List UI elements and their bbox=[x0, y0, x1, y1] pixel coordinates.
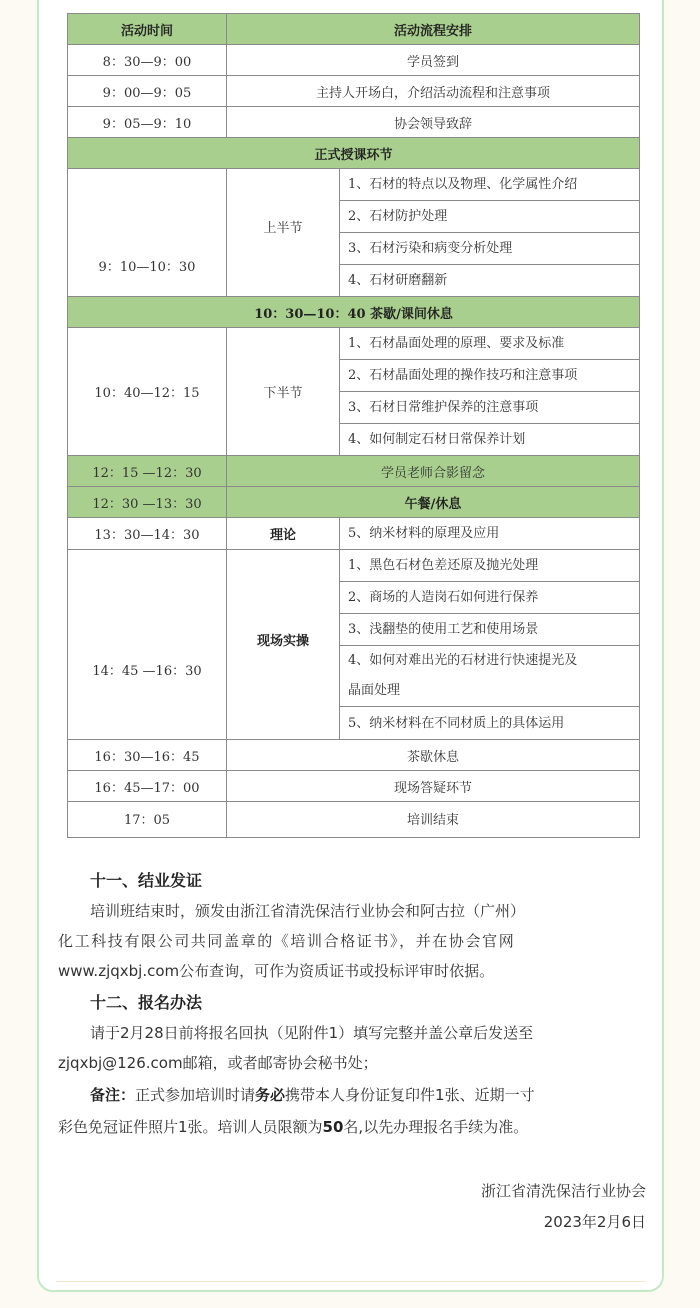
row-time: 8：30—9：00 bbox=[68, 45, 227, 76]
block3-time: 14：45 —16：30 bbox=[68, 550, 227, 740]
row-content: 学员签到 bbox=[227, 45, 640, 76]
theory-session: 理论 bbox=[227, 518, 340, 550]
row-content: 现场答疑环节 bbox=[227, 771, 640, 802]
section12-line: zjqxbj@126.com邮箱，或者邮寄协会秘书处； bbox=[58, 1054, 378, 1072]
note-number: 50 bbox=[322, 1118, 344, 1136]
section11-heading: 十一、结业发证 bbox=[90, 871, 203, 890]
block1-item: 4、石材研磨翻新 bbox=[340, 265, 640, 297]
lunch-time: 12：30 —13：30 bbox=[68, 487, 227, 518]
schedule-table bbox=[67, 13, 640, 838]
divider bbox=[56, 1281, 646, 1282]
block1-item: 3、石材污染和病变分析处理 bbox=[340, 233, 640, 265]
section11-line: 化工科技有限公司共同盖章的《培训合格证书》，并在协会官网 bbox=[58, 932, 516, 950]
signature-org: 浙江省清洗保洁行业协会 bbox=[480, 1182, 646, 1200]
note-emphasis: 务必 bbox=[255, 1086, 286, 1104]
block3-item: 5、纳米材料在不同材质上的具体运用 bbox=[340, 707, 640, 740]
note-line2 bbox=[58, 1116, 618, 1137]
section-formal: 正式授课环节 bbox=[68, 138, 640, 169]
table-row bbox=[68, 518, 640, 550]
table-row bbox=[68, 550, 640, 582]
block3-item-line1: 4、如何对难出光的石材进行快速提光及 bbox=[348, 653, 578, 668]
table-row bbox=[68, 76, 640, 107]
signature-date: 2023年2月6日 bbox=[543, 1213, 646, 1231]
row-content: 培训结束 bbox=[227, 802, 640, 838]
block2-time: 10：40—12：15 bbox=[68, 328, 227, 456]
header-time: 活动时间 bbox=[68, 14, 227, 45]
block2-item: 3、石材日常维护保养的注意事项 bbox=[340, 392, 640, 424]
block1-time: 9：10—10：30 bbox=[68, 169, 227, 297]
theory-item: 5、纳米材料的原理及应用 bbox=[340, 518, 640, 550]
table-row bbox=[68, 328, 640, 360]
block2-session: 下半节 bbox=[227, 328, 340, 456]
block1-session: 上半节 bbox=[227, 169, 340, 297]
table-row bbox=[68, 456, 640, 487]
note-label: 备注： bbox=[90, 1086, 136, 1104]
photo-content: 学员老师合影留念 bbox=[227, 456, 640, 487]
block3-item: 3、浅翻垫的使用工艺和使用场景 bbox=[340, 614, 640, 646]
table-row bbox=[68, 802, 640, 838]
table-row bbox=[68, 487, 640, 518]
table-row bbox=[68, 169, 640, 201]
lunch-content: 午餐/休息 bbox=[227, 487, 640, 518]
block1-item: 1、石材的特点以及物理、化学属性介绍 bbox=[340, 169, 640, 201]
note-text: 携带本人身份证复印件1张、近期一寸 bbox=[285, 1086, 535, 1104]
block3-item bbox=[340, 646, 640, 707]
row-content: 主持人开场白，介绍活动流程和注意事项 bbox=[227, 76, 640, 107]
block2-item: 4、如何制定石材日常保养计划 bbox=[340, 424, 640, 456]
header-content: 活动流程安排 bbox=[227, 14, 640, 45]
row-time: 16：30—16：45 bbox=[68, 740, 227, 771]
block3-item: 2、商场的人造岗石如何进行保养 bbox=[340, 582, 640, 614]
row-time: 17：05 bbox=[68, 802, 227, 838]
section-row bbox=[68, 297, 640, 328]
note-text: 名,以先办理报名手续为准。 bbox=[343, 1118, 529, 1136]
section12-line: 请于2月28日前将报名回执（见附件1）填写完整并盖公章后发送至 bbox=[90, 1024, 534, 1042]
note-line1 bbox=[90, 1084, 650, 1105]
row-time: 9：05—9：10 bbox=[68, 107, 227, 138]
table-row bbox=[68, 740, 640, 771]
table-row bbox=[68, 771, 640, 802]
section-row bbox=[68, 138, 640, 169]
theory-time: 13：30—14：30 bbox=[68, 518, 227, 550]
section12-heading: 十二、报名办法 bbox=[90, 993, 203, 1012]
block2-item: 1、石材晶面处理的原理、要求及标准 bbox=[340, 328, 640, 360]
photo-time: 12：15 —12：30 bbox=[68, 456, 227, 487]
block3-item: 1、黑色石材色差还原及抛光处理 bbox=[340, 550, 640, 582]
section11-line: 培训班结束时，颁发由浙江省清洗保洁行业协会和阿古拉（广州） bbox=[90, 902, 526, 920]
row-time: 16：45—17：00 bbox=[68, 771, 227, 802]
block2-item: 2、石材晶面处理的操作技巧和注意事项 bbox=[340, 360, 640, 392]
block3-session: 现场实操 bbox=[227, 550, 340, 740]
break1: 10：30—10：40 茶歇/课间休息 bbox=[68, 297, 640, 328]
section11-line: www.zjqxbj.com公布查询，可作为资质证书或投标评审时依据。 bbox=[58, 962, 495, 980]
row-content: 协会领导致辞 bbox=[227, 107, 640, 138]
block1-item: 2、石材防护处理 bbox=[340, 201, 640, 233]
table-header-row bbox=[68, 14, 640, 45]
row-time: 9：00—9：05 bbox=[68, 76, 227, 107]
note-text: 彩色免冠证件照片1张。培训人员限额为 bbox=[58, 1118, 323, 1136]
table-row bbox=[68, 107, 640, 138]
row-content: 茶歇休息 bbox=[227, 740, 640, 771]
table-row bbox=[68, 45, 640, 76]
block3-item-line2: 晶面处理 bbox=[348, 683, 401, 698]
note-text: 正式参加培训时请 bbox=[135, 1086, 256, 1104]
